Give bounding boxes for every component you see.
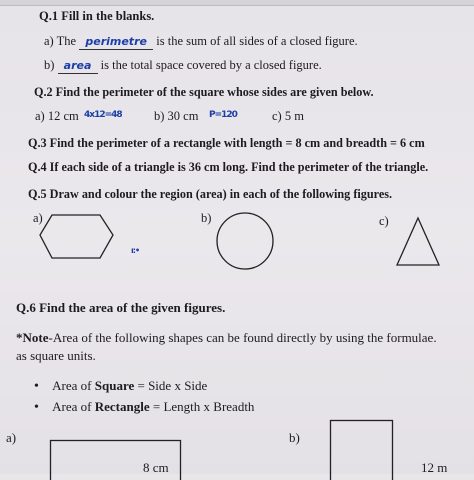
- page-top-edge: [0, 0, 474, 6]
- hexagon-shape: [38, 212, 118, 262]
- q1-b-answer: area: [64, 59, 92, 72]
- bullet-icon: •: [34, 400, 39, 415]
- q5-pen-mark: ı:•: [131, 246, 139, 255]
- q6-note-label: *Note: [16, 330, 49, 345]
- formula-square-suffix: = Side x Side: [134, 378, 207, 393]
- q1-a-line: [44, 34, 358, 50]
- q3-heading: Q.3 Find the perimeter of a rectangle with length = 8 cm and breadth = 6 cm: [28, 136, 425, 151]
- q6-note-text: -Area of the following shapes can be found directly by using the formulae.: [49, 330, 437, 345]
- q1-b-suffix: is the total space covered by a closed figure.: [101, 58, 322, 72]
- q5-b-label: b): [201, 211, 211, 226]
- q5-c-label: c): [379, 214, 389, 229]
- q2-b-work: P=120: [209, 110, 237, 120]
- formula-rectangle-prefix: Area of: [52, 399, 95, 414]
- q1-a-suffix: is the sum of all sides of a closed figure.: [156, 34, 357, 48]
- q6-note-line2: as square units.: [16, 348, 96, 364]
- square-figure: [50, 440, 190, 480]
- q6-b-dimension: 12 m: [421, 460, 447, 476]
- q1-a-answer: perimetre: [85, 35, 147, 48]
- formula-rectangle: [34, 399, 254, 416]
- q1-heading: Q.1 Fill in the blanks.: [39, 9, 154, 24]
- formula-rectangle-bold: Rectangle: [95, 399, 150, 414]
- q1-b-line: [44, 58, 322, 74]
- formula-rectangle-suffix: = Length x Breadth: [150, 399, 255, 414]
- q6-note-line: [16, 330, 437, 346]
- q6-a-label: a): [6, 430, 16, 446]
- formula-square: [34, 378, 207, 395]
- q5-a-label: a): [33, 211, 43, 226]
- q2-a: a) 12 cm: [35, 109, 79, 124]
- q5-heading: Q.5 Draw and colour the region (area) in each of the following figures.: [28, 187, 392, 202]
- q6-b-label: b): [289, 430, 300, 446]
- bullet-icon: •: [34, 379, 39, 394]
- formula-square-bold: Square: [95, 378, 135, 393]
- circle-shape: [210, 212, 280, 272]
- q2-a-work: 4x12=48: [84, 110, 122, 120]
- q6-heading: Q.6 Find the area of the given figures.: [16, 300, 225, 316]
- q1-a-prefix: a) The: [44, 34, 76, 48]
- q6-a-dimension: 8 cm: [143, 460, 169, 476]
- triangle-shape: [394, 216, 444, 268]
- q2-b: b) 30 cm: [154, 109, 198, 124]
- q4-heading: Q.4 If each side of a triangle is 36 cm long. Find the perimeter of the triangle.: [28, 160, 428, 175]
- formula-square-prefix: Area of: [52, 378, 95, 393]
- q2-c: c) 5 m: [272, 109, 304, 124]
- q1-a-blank[interactable]: [79, 34, 153, 50]
- rectangle-figure: [330, 420, 400, 480]
- q2-heading: Q.2 Find the perimeter of the square whose sides are given below.: [34, 85, 374, 100]
- q1-b-prefix: b): [44, 58, 54, 72]
- q1-b-blank[interactable]: [58, 58, 98, 74]
